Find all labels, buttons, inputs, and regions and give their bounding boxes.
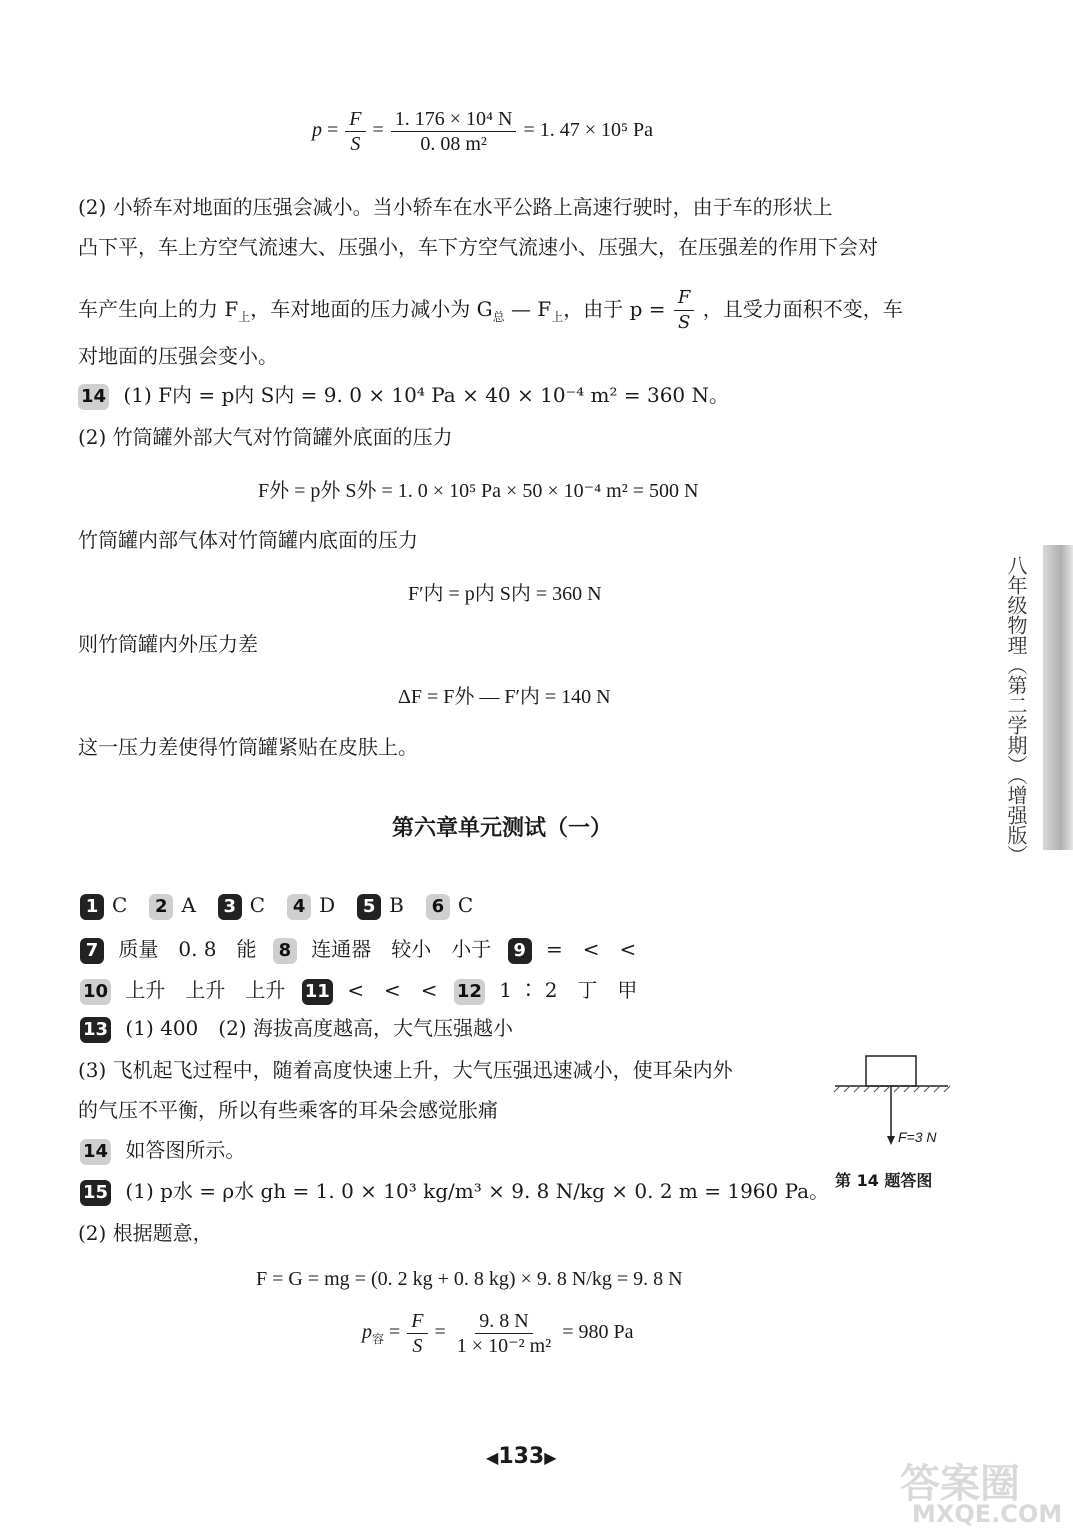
q4-badge: 4 [287,894,311,920]
q14b-line: 14 如答图所示。 [80,1137,245,1165]
q3-answer: C [249,893,266,917]
q6-answer: C [457,893,474,917]
q1-badge: 1 [80,894,104,920]
q14-formula-delta: ΔF = F外 — F′内 = 140 N [398,686,611,708]
q12-answer: 1 ∶ 2 丁 甲 [499,978,638,1002]
q11-answer: < < < [347,978,438,1002]
answers-row-2 [80,933,646,964]
watermark-url: MXQE.COM [912,1500,1063,1528]
q4-answer: D [319,893,336,917]
q14-line5: 这一压力差使得竹筒罐紧贴在皮肤上。 [78,735,418,759]
formula-pressure-car: p = $\frac{F}{S}$ = $\frac{\text{1. 176 × 10⁴ N}}{\text{0. 08 m²}}$ = 1. 47 × 10⁵ Pa [312,108,654,155]
q15-line2: (2) 根据题意， [78,1221,213,1245]
q13-line3: 的气压不平衡，所以有些乘客的耳朵会感觉胀痛 [78,1098,498,1122]
figure-caption: 第 14 题答图 [835,1171,933,1190]
q15-formula-weight: F = G = mg = (0. 2 kg + 0. 8 kg) × 9. 8 N/kg = 9. 8 N [256,1268,683,1290]
answers-row-1 [80,893,495,920]
answers-row-3 [80,974,647,1005]
q10-answer: 上升 上升 上升 [125,978,286,1002]
q10-badge: 10 [80,979,111,1005]
q13-line1: 13 (1) 400 (2) 海拔高度越高，大气压强越小 [80,1015,513,1043]
sidebar-strip [1043,545,1073,850]
watermark-logo: 答案圈 [900,1461,1020,1507]
q15-formula-pressure: $p_容$ = $\frac{F}{S}$ = $\frac{9. 8 N}{\text{1 × 10⁻² m²}}$ = 980 Pa [362,1310,634,1357]
q3-badge: 3 [218,894,242,920]
q15-badge: 15 [80,1180,111,1206]
q11-badge: 11 [302,979,333,1005]
q14-badge: 14 [78,384,109,410]
q15-line1: 15 (1) p水 = ρ水 gh = 1. 0 × 10³ kg/m³ × 9. 8 N/kg × 0. 2 m = 1960 Pa。 [80,1178,829,1206]
q2-answer: A [181,893,196,917]
q14-line3: 竹筒罐内部气体对竹筒罐内底面的压力 [78,528,418,552]
chapter-title: 第六章单元测试（一） [392,816,613,841]
q1-answer: C [112,893,128,917]
q7-badge: 7 [80,938,104,964]
q14-formula-outer-force: F外 = p外 S外 = 1. 0 × 10⁵ Pa × 50 × 10⁻⁴ m² = 500 N [258,480,699,502]
q9-answer: = < < [545,937,637,961]
q14b-badge: 14 [80,1139,111,1165]
para2-line2: 凸下平，车上方空气流速大、压强小，车下方空气流速小、压强大，在压强差的作用下会对 [78,235,878,259]
q9-badge: 9 [508,938,532,964]
sidebar-book-title: 八年级物理（第二学期）（增强版） [1004,555,1028,865]
page-number: ◀133▶ [486,1444,557,1469]
q14-formula-inner-force: F′内 = p内 S内 = 360 N [408,583,602,605]
q12-badge: 12 [454,979,485,1005]
q5-answer: B [389,893,404,917]
q8-answer: 连通器 较小 小于 [311,937,492,961]
q6-badge: 6 [426,894,450,920]
q14-line1: 14 (1) F内 = p内 S内 = 9. 0 × 10⁴ Pa × 40 × 10⁻⁴ m² = 360 N。 [78,382,729,410]
q13-line2: (3) 飞机起飞过程中，随着高度快速上升，大气压强迅速减小，使耳朵内外 [78,1058,733,1082]
q8-badge: 8 [273,938,297,964]
para2-line1: (2) 小轿车对地面的压强会减小。当小轿车在水平公路上高速行驶时，由于车的形状上 [78,195,833,219]
force-label: F=3 N [898,1129,937,1145]
q2-badge: 2 [149,894,173,920]
q7-answer: 质量 0. 8 能 [118,937,257,961]
q13-badge: 13 [80,1017,111,1043]
q5-badge: 5 [357,894,381,920]
para2-line3: 车产生向上的力 $F_上$，车对地面的压力减小为 $G_总$ — $F_上$，由于 p = $\frac{F}{S}$ ，且受力面积不变，车 [78,287,903,333]
q14-line4: 则竹筒罐内外压力差 [78,632,258,656]
q14-line2: (2) 竹筒罐外部大气对竹筒罐外底面的压力 [78,425,453,449]
para2-line4: 对地面的压强会变小。 [78,344,278,368]
